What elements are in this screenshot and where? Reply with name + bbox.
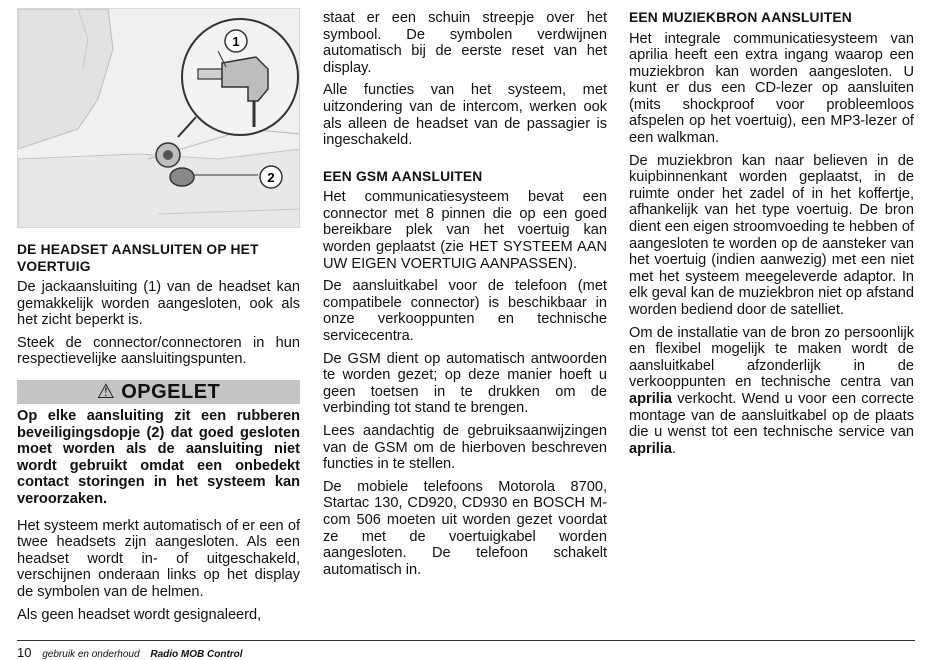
paragraph: De muziekbron kan naar believen in de kuipbinnenkant worden geplaatst, in de ruimte onder het zadel of in het koffertje, afhankelijk van het type voertuig. De bron dient een eigen stroomvoeding te hebben of aangesloten te worden op de aansteker van het voertuig (indien aanwezig) met een niet met het systeem meegeleverde adaptor. In elk geval kan de muziekbron niet op afstand worden bediend door de satelliet.: [629, 152, 914, 318]
section-heading-music: EEN MUZIEKBRON AANSLUITEN: [629, 10, 852, 25]
section-heading-gsm: EEN GSM AANSLUITEN: [323, 168, 483, 184]
text-span: verkocht. Wend u voor een correcte montage van de aansluitkabel op de plaats die u wenst tot een technische service van: [629, 390, 914, 441]
paragraph: Lees aandachtig de gebruiksaanwijzingen van de GSM om de hierboven beschreven functies in te stellen.: [323, 422, 607, 473]
warning-title: OPGELET: [121, 380, 221, 403]
column-left: [17, 8, 300, 629]
paragraph: De aansluitkabel voor de telefoon (met compatibele connector) is beschikbaar in onze verkooppunten en technische servicecentra.: [323, 278, 607, 344]
callout-1: 1: [232, 34, 240, 49]
paragraph: De jackaansluiting (1) van de headset kan gemakkelijk worden aangesloten, ook als het zicht beperkt is.: [17, 279, 300, 329]
paragraph: Het communicatiesysteem bevat een connector met 8 pinnen die op een goed bereikbare plek van het voertuig kan worden geplaatst (zie HET SYSTEEM AAN UW EIGEN VOERTUIG AANPASSEN).: [323, 189, 607, 272]
paragraph: De mobiele telefoons Motorola 8700, Startac 130, CD920, CD930 en BOSCH M-com 506 moeten uit worden gezet voordat ze met de voertuigkabel worden aangesloten. De telefoon schakelt automatisch in.: [323, 478, 607, 578]
paragraph: Het integrale communicatiesysteem van aprilia heeft een extra ingang waarop een muziekbron kan worden aangesloten. U kunt er dus een CD-lezer op aansluiten (mits shockproof voor probleemloos afspelen op het voertuig), een MP3-lezer of een walkman.: [629, 30, 914, 147]
warning-banner: [17, 380, 300, 404]
paragraph: Steek de connector/connectoren in hun respectievelijke aansluitingspunten.: [17, 334, 300, 368]
paragraph: Het systeem merkt automatisch of er een of twee headsets zijn aangesloten. Als een headset wordt in- of uitgeschakeld, verschijnen onderaan links op het display de symbolen van de helmen.: [17, 517, 300, 600]
footer-title: Radio MOB Control: [150, 649, 243, 660]
connector-illustration: [17, 8, 300, 228]
brand-name: aprilia: [629, 440, 672, 457]
column-right: [629, 10, 914, 463]
paragraph: staat er een schuin streepje over het symbool. De symbolen verdwijnen automatisch bij de eerste reset van het display.: [323, 10, 607, 76]
page-number: 10: [17, 645, 32, 660]
column-middle: [323, 10, 607, 584]
paragraph: Als geen headset wordt gesignaleerd,: [17, 606, 262, 623]
paragraph: Alle functies van het systeem, met uitzondering van de intercom, werken ook als alleen de headset van de passagier is ingeschakeld.: [323, 82, 607, 149]
paragraph: [629, 325, 914, 458]
section-heading-headset: DE HEADSET AANSLUITEN OP HET VOERTUIG: [17, 242, 259, 274]
footer-divider: [17, 640, 915, 641]
footer-section: gebruik en onderhoud: [42, 649, 140, 660]
text-span: .: [672, 440, 677, 457]
page-footer: [17, 645, 243, 660]
headset-connector-drawing: [18, 9, 300, 228]
paragraph: De GSM dient op automatisch antwoorden te worden gezet; op deze manier hoeft u geen toetsen in te drukken om de verbinding tot stand te brengen.: [323, 350, 607, 417]
brand-name: aprilia: [629, 390, 672, 407]
warning-triangle-icon: ⚠: [96, 380, 116, 403]
text-span: Om de installatie van de bron zo persoonlijk en flexibel mogelijk te maken wordt de aansluitkabel afzonderlijk in de verkooppunten en technische centra van: [629, 324, 914, 391]
warning-text: Op elke aansluiting zit een rubberen beveiligingsdopje (2) dat goed gesloten moet worden als de aansluiting niet wordt gebruikt omdat een onbedekt contact storingen in het systeem kan veroorzaken.: [17, 407, 300, 507]
callout-2: 2: [267, 170, 275, 185]
